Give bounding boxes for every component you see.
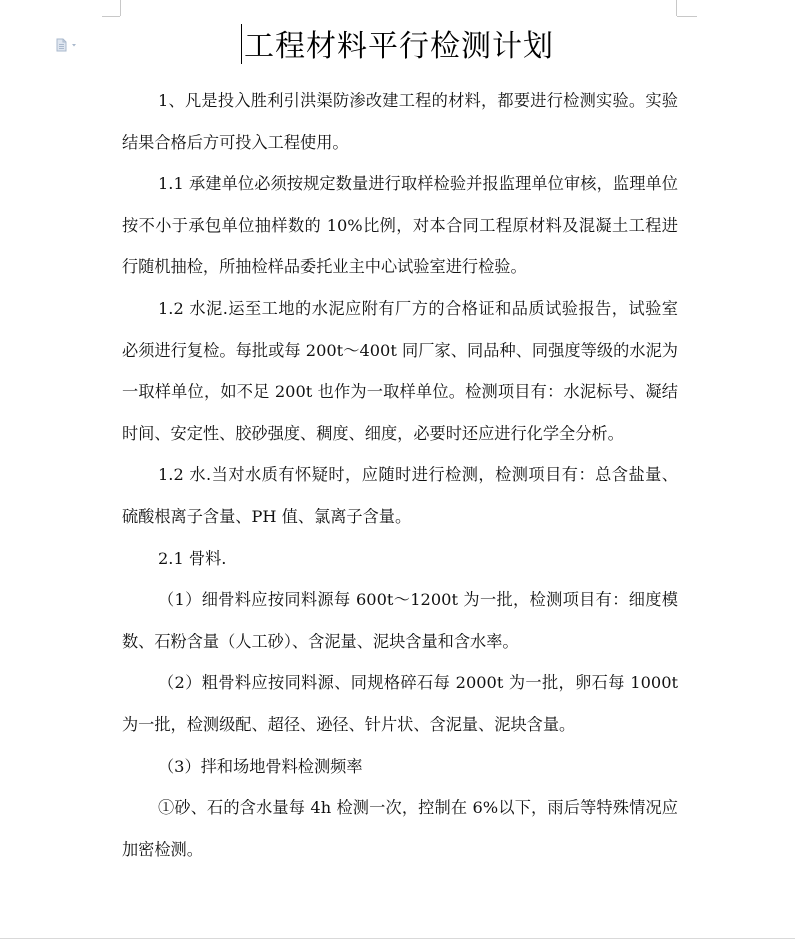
crop-mark-top-right — [676, 0, 677, 16]
paragraph: 2.1 骨料. — [158, 548, 227, 568]
paragraph: ①砂、石的含水量每 4h 检测一次，控制在 6%以下，雨后等特殊情况应加密检测。 — [122, 798, 678, 859]
text-cursor — [241, 24, 242, 64]
title-text: 工程材料平行检测计划 — [244, 29, 554, 64]
document-title[interactable] — [0, 24, 795, 69]
crop-mark-top-right — [677, 16, 697, 17]
crop-mark-top-left — [102, 16, 120, 17]
paragraph: （3）拌和场地骨料检测频率 — [158, 756, 363, 776]
paragraph: 1、凡是投入胜利引洪渠防渗改建工程的材料，都要进行检测实验。实验结果合格后方可投入工程使用。 — [122, 91, 678, 152]
paragraph: 1.1 承建单位必须按规定数量进行取样检验并报监理单位审核，监理单位按不小于承包单位抽样数的 10%比例，对本合同工程原材料及混凝土工程进行随机抽检，所抽检样品委托业主中心试验室进行检验。 — [122, 174, 678, 277]
paragraph: 1.2 水泥.运至工地的水泥应附有厂方的合格证和品质试验报告，试验室必须进行复检。每批或每 200t～400t 同厂家、同品种、同强度等级的水泥为一取样单位，如不足 200t 也作为一取样单位。检测项目有：水泥标号、凝结时间、安定性、胶砂强度、稠度、细度，必要时还应进行化学全分析。 — [122, 298, 678, 443]
crop-mark-top-left — [120, 0, 121, 16]
page-bottom-edge — [0, 938, 795, 939]
document-body[interactable] — [122, 80, 678, 870]
paragraph: （1）细骨料应按同料源每 600t～1200t 为一批，检测项目有：细度模数、石粉含量（人工砂）、含泥量、泥块含量和含水率。 — [122, 590, 678, 651]
paragraph: （2）粗骨料应按同料源、同规格碎石每 2000t 为一批，卵石每 1000t 为一批，检测级配、超径、逊径、针片状、含泥量、泥块含量。 — [122, 673, 678, 734]
paragraph: 1.2 水.当对水质有怀疑时，应随时进行检测，检测项目有：总含盐量、硫酸根离子含量、PH 值、氯离子含量。 — [122, 465, 678, 526]
